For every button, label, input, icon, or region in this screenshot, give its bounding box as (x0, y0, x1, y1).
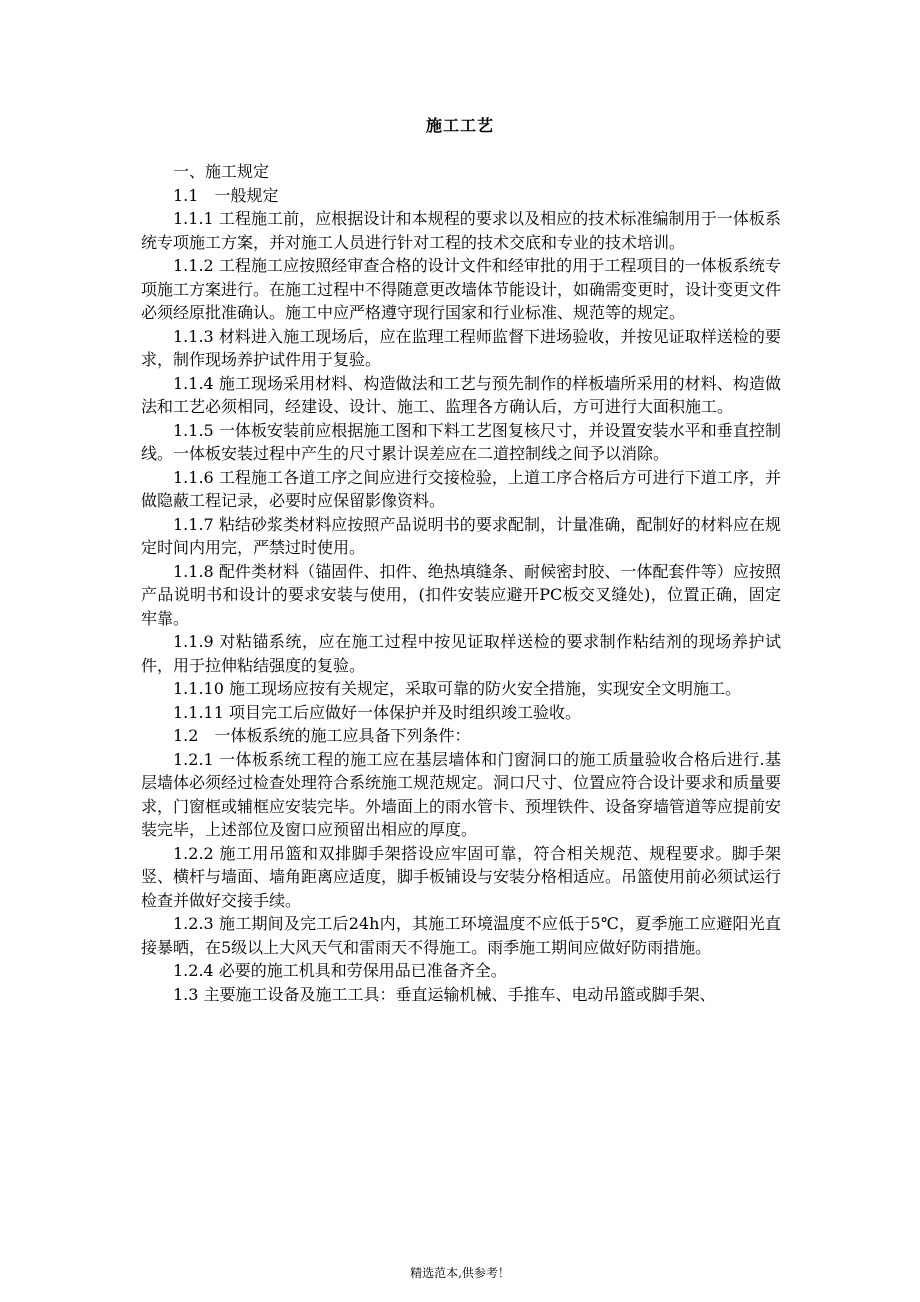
subsection-1-2-heading: 1.2 一体板系统的施工应具备下列条件： (173, 726, 471, 745)
document-title: 施工工艺 (425, 116, 494, 135)
paragraph-1-1-9: 1.1.9 对粘锚系统，应在施工过程中按见证取样送检的要求制作粘结剂的现场养护试件，用于拉伸粘结强度的复验。 (141, 632, 781, 675)
document-body (141, 160, 781, 1006)
paragraph-1-2-1: 1.2.1 一体板系统工程的施工应在基层墙体和门窗洞口的施工质量验收合格后进行.基层墙体必须经过检查处理符合系统施工规范规定。洞口尺寸、位置应符合设计要求和质量要求，门窗框或辅框应安装完毕。外墙面上的雨水管卡、预埋铁件、设备穿墙管道等应提前安装完毕，上述部位及窗口应预留出相应的厚度。 (141, 749, 782, 839)
paragraph-1-2-4: 1.2.4 必要的施工机具和劳保用品已准备齐全。 (173, 961, 507, 980)
paragraph-1-1-2: 1.1.2 工程施工应按照经审查合格的设计文件和经审批的用于工程项目的一体板系统专项施工方案进行。在施工过程中不得随意更改墙体节能设计，如确需变更时，设计变更文件必须经原批准确认。施工中应严格遵守现行国家和行业标准、规范等的规定。 (141, 256, 782, 322)
paragraph-1-1-5: 1.1.5 一体板安装前应根据施工图和下料工艺图复核尺寸，并设置安装水平和垂直控制线。一体板安装过程中产生的尺寸累计误差应在二道控制线之间予以消除。 (141, 420, 781, 463)
subsection-1-1-heading: 1.1 一般规定 (173, 185, 279, 205)
paragraph-1-1-1: 1.1.1 工程施工前，应根据设计和本规程的要求以及相应的技术标准编制用于一体板系统专项施工方案，并对施工人员进行针对工程的技术交底和专业的技术培训。 (141, 209, 781, 252)
paragraph-1-1-11: 1.1.11 项目完工后应做好一体保护并及时组织竣工验收。 (173, 702, 581, 722)
section-heading-construction-rules: 一、施工规定 (173, 162, 270, 181)
paragraph-1-1-10: 1.1.10 施工现场应按有关规定，采取可靠的防火安全措施，实现安全文明施工。 (173, 679, 741, 698)
paragraph-1-2-3: 1.2.3 施工期间及完工后24h内，其施工环境温度不应低于5℃，夏季施工应避阳光直接暴晒，在5级以上大风天气和雷雨天不得施工。雨季施工期间应做好防雨措施。 (141, 914, 781, 957)
paragraph-1-1-8: 1.1.8 配件类材料（锚固件、扣件、绝热填缝条、耐候密封胶、一体配套件等）应按照产品说明书和设计的要求安装与使用，(扣件安装应避开PC板交叉缝处)，位置正确，固定牢靠。 (141, 561, 781, 628)
paragraph-1-1-3: 1.1.3 材料进入施工现场后，应在监理工程师监督下进场验收，并按见证取样送检的要求，制作现场养护试件用于复验。 (141, 326, 781, 369)
paragraph-1-1-4: 1.1.4 施工现场采用材料、构造做法和工艺与预先制作的样板墙所采用的材料、构造做法和工艺必须相同，经建设、设计、施工、监理各方确认后，方可进行大面积施工。 (141, 373, 781, 416)
paragraph-1-2-2: 1.2.2 施工用吊篮和双排脚手架搭设应牢固可靠，符合相关规范、规程要求。脚手架竖、横杆与墙面、墙角距离应适度，脚手板铺设与安装分格相适应。吊篮使用前必须试运行检查并做好交接手续。 (141, 843, 782, 910)
paragraph-1-1-6: 1.1.6 工程施工各道工序之间应进行交接检验，上道工序合格后方可进行下道工序，并做隐蔽工程记录，必要时应保留影像资料。 (141, 467, 781, 510)
paragraph-1-3: 1.3 主要施工设备及施工工具：垂直运输机械、手推车、电动吊篮或脚手架、 (173, 984, 716, 1004)
paragraph-1-1-7: 1.1.7 粘结砂浆类材料应按照产品说明书的要求配制，计量准确，配制好的材料应在规定时间内用完，严禁过时使用。 (141, 514, 781, 557)
page-footer: 精选范本,供参考！ (410, 1266, 510, 1280)
